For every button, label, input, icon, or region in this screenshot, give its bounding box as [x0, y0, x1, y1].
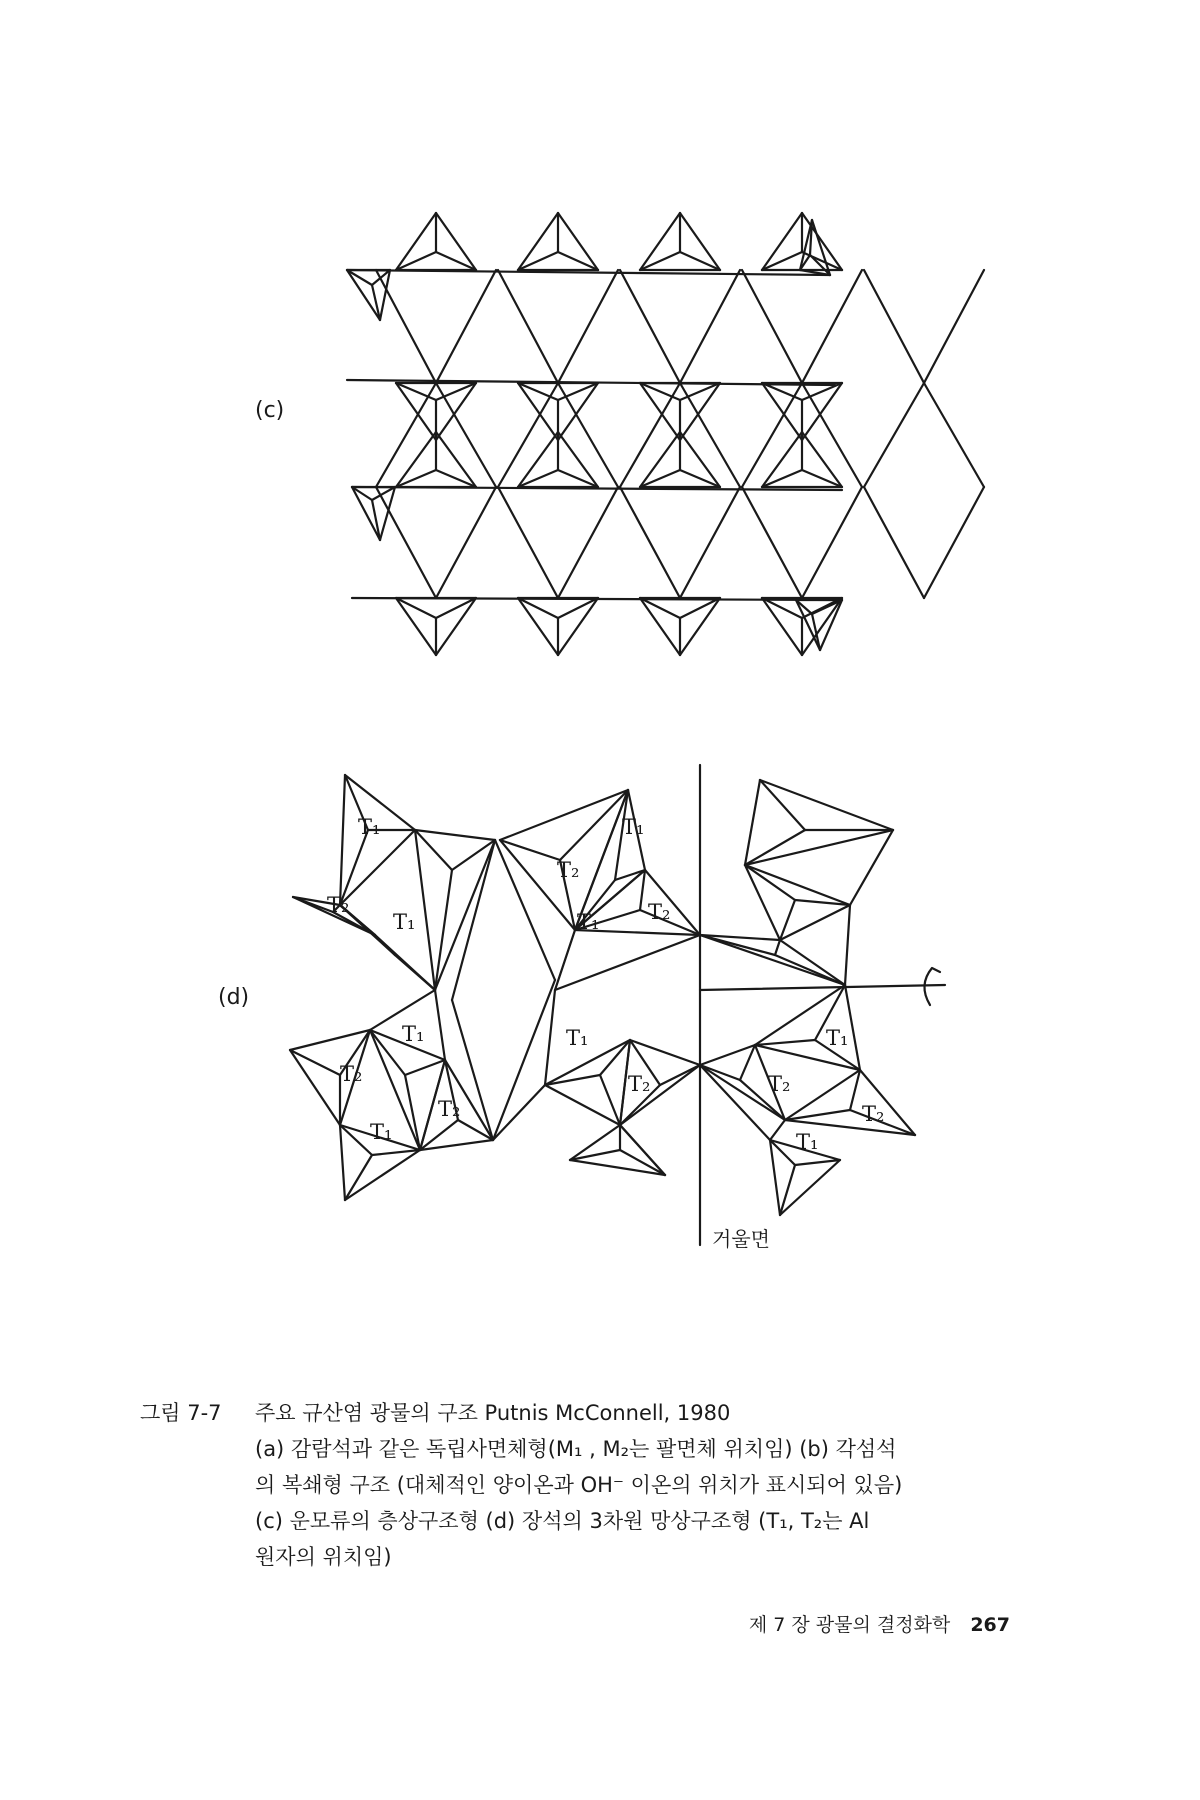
net-diagonal [924, 383, 984, 487]
caption-number: 그림 7-7 [140, 1401, 222, 1425]
net-diagonal [558, 270, 618, 383]
caption-line: 원자의 위치임) [255, 1545, 392, 1569]
tetrahedron-apex-edge [600, 1075, 620, 1125]
t2-label: T₂ [327, 893, 350, 917]
tetrahedron-edge [518, 598, 558, 655]
tetrahedron-edge [340, 830, 415, 905]
net-diagonal [864, 383, 924, 487]
net-diagonal [436, 487, 496, 598]
net-diagonal [620, 270, 680, 383]
tetrahedron-edge [575, 790, 628, 930]
t2-label: T₂ [628, 1072, 651, 1096]
net-diagonal [436, 270, 496, 383]
tetrahedron-apex-edge [435, 870, 452, 990]
net-diagonal [558, 487, 618, 598]
caption-line: (a) 감람석과 같은 독립사면체형(M₁ , M₂는 팔면체 위치임) (b) 각섬석 [255, 1437, 897, 1461]
tetrahedron-apex-edge [640, 870, 645, 910]
framework-edge [435, 990, 445, 1060]
tetrahedron-edge [396, 598, 436, 655]
tetrahedron-edge [290, 1050, 340, 1125]
ring-edge [452, 840, 495, 1000]
tetrahedron-edge [415, 830, 435, 990]
tetrahedron-apex-edge [775, 940, 780, 955]
t1-label: T₁ [577, 910, 600, 934]
tetrahedron-edge [630, 1040, 700, 1065]
tetrahedron-edge [745, 780, 760, 865]
panel-c-label: (c) [255, 398, 285, 423]
caption-line: 의 복쇄형 구조 (대체적인 양이온과 OH⁻ 이온의 위치가 표시되어 있음) [255, 1473, 903, 1497]
tetrahedron-apex-edge [405, 1075, 420, 1150]
net-diagonal [498, 270, 558, 383]
tetrahedron-edge [680, 598, 720, 655]
net-diagonal [680, 270, 740, 383]
net-diagonal [620, 487, 680, 598]
framework-edge [555, 930, 575, 990]
t2-label: T₂ [557, 858, 580, 882]
tetrahedron-edge [770, 1140, 780, 1215]
page-footer [749, 1610, 1010, 1637]
tetrahedron-apex-edge [785, 1110, 850, 1120]
tetrahedron-edge [760, 780, 893, 830]
t1-label: T₁ [370, 1120, 393, 1144]
tetrahedron-edge [345, 1150, 420, 1200]
framework-edge [620, 1125, 665, 1175]
ring-edge [493, 980, 555, 1140]
tetrahedron-apex-edge [345, 1155, 372, 1200]
tetrahedron-edge [700, 935, 845, 985]
tetrahedron-apex-edge [795, 1160, 840, 1165]
t1-label: T₁ [393, 910, 416, 934]
t1-label: T₁ [566, 1026, 589, 1050]
tetrahedron-edge [785, 1070, 860, 1120]
framework-edge [850, 830, 893, 905]
tetrahedron-edge [640, 598, 680, 655]
tetrahedron-apex-edge [405, 1060, 445, 1075]
t1-label: T₁ [796, 1130, 819, 1154]
figure-caption [140, 1395, 1040, 1575]
ring-edge [495, 840, 555, 980]
t2-label: T₂ [340, 1062, 363, 1086]
tetrahedron-apex-edge [395, 955, 435, 990]
panel-c-tetrahedra [347, 213, 984, 655]
net-diagonal [924, 270, 984, 383]
tetrahedron-apex-edge [660, 1065, 700, 1085]
panel-d-framework [290, 765, 945, 1245]
tetrahedron-edge [415, 830, 495, 840]
tetrahedron-edge [500, 790, 628, 840]
net-diagonal [680, 487, 740, 598]
panel-d-label: (d) [218, 985, 250, 1010]
t1-label: T₁ [358, 815, 381, 839]
t1-label: T₁ [402, 1022, 425, 1046]
net-diagonal [376, 487, 436, 598]
net-diagonal [864, 270, 924, 383]
tetrahedron-apex-edge [755, 1040, 815, 1045]
tetrahedron-apex-edge [415, 830, 452, 870]
net-diagonal [376, 270, 436, 383]
tetrahedron-edge [340, 1125, 345, 1200]
framework-edge [555, 935, 700, 990]
t1-label: T₁ [826, 1026, 849, 1050]
caption-line: (c) 운모류의 층상구조형 (d) 장석의 3차원 망상구조형 (T₁, T₂는 Al [255, 1509, 870, 1533]
rotation-arrow [924, 968, 940, 1005]
net-diagonal [742, 270, 802, 383]
net-diagonal [802, 487, 862, 598]
tetrahedron-apex-edge [745, 830, 805, 865]
net-diagonal [498, 487, 558, 598]
rotation-axis-line [700, 985, 945, 990]
page-number: 267 [970, 1614, 1010, 1636]
t2-label: T₂ [438, 1097, 461, 1121]
net-diagonal [802, 270, 862, 383]
chapter-title: 제 7 장 광물의 결정화학 [748, 1614, 951, 1636]
tetrahedron-edge [340, 775, 345, 905]
tetrahedron-edge [436, 598, 476, 655]
framework-edge [845, 905, 850, 985]
tetrahedron-edge [558, 598, 598, 655]
tetrahedron-apex-edge [375, 935, 395, 955]
t2-label: T₂ [648, 900, 671, 924]
t1-label: T₁ [622, 815, 645, 839]
framework-edge [770, 1120, 785, 1140]
framework-edge [493, 1085, 545, 1140]
tetrahedron-edge [545, 1085, 620, 1125]
tetrahedron-apex-edge [560, 790, 628, 860]
t2-label: T₂ [862, 1102, 885, 1126]
mirror-plane-label: 거울면 [712, 1227, 770, 1251]
net-diagonal [924, 487, 984, 598]
tetrahedron-edge [796, 600, 820, 650]
net-diagonal [742, 487, 802, 598]
net-diagonal [864, 487, 924, 598]
caption-title: 주요 규산염 광물의 구조 Putnis McConnell, 1980 [255, 1401, 731, 1425]
tetrahedron-edge [762, 598, 802, 655]
t2-label: T₂ [768, 1072, 791, 1096]
tetrahedron-edge [745, 830, 893, 865]
